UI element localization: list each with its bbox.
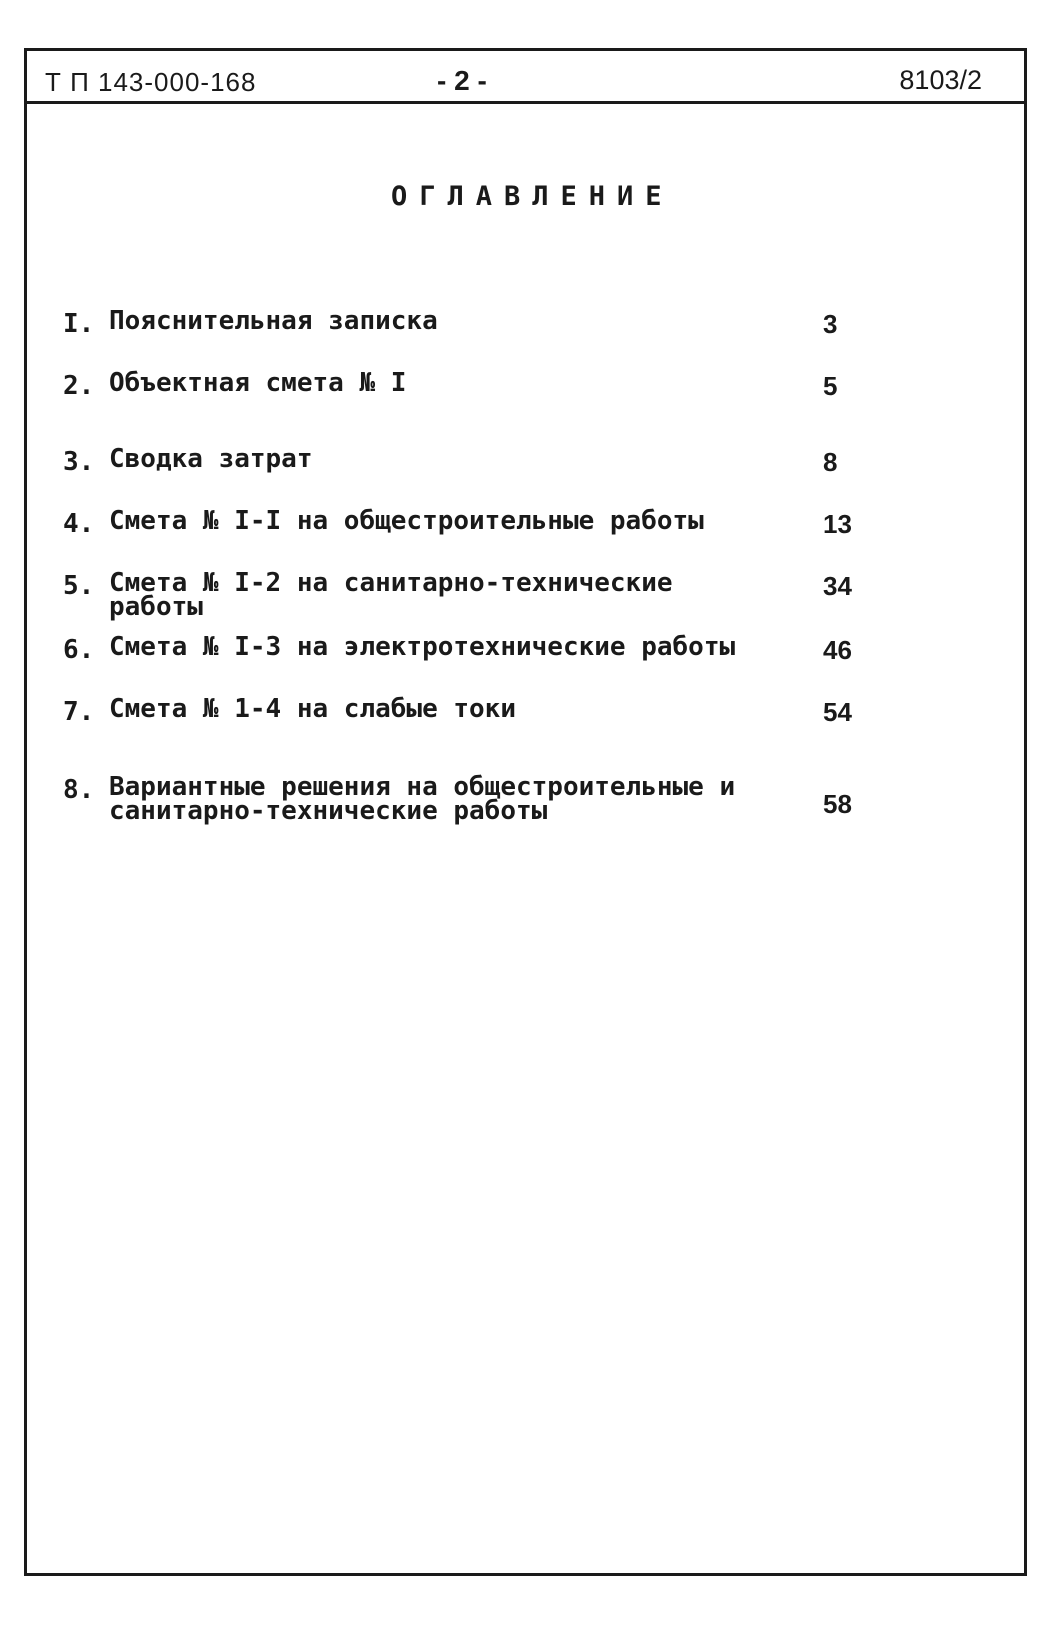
toc-item-title: Вариантные решения на общестроительные и санитарно-технические работы: [109, 772, 736, 826]
toc-item-page: 3: [823, 309, 838, 339]
page-title: ОГЛАВЛЕНИЕ: [391, 181, 674, 212]
toc-item-number: 8.: [63, 775, 95, 805]
toc-item-page: 58: [823, 789, 852, 819]
toc-item-number: I.: [63, 309, 95, 339]
document-sheet: [24, 48, 1027, 1576]
toc-item-page: 34: [823, 571, 852, 601]
toc-item-title: Сводка затрат: [109, 444, 313, 474]
toc-item-number: 4.: [63, 509, 95, 539]
toc-item-number: 3.: [63, 447, 95, 477]
toc-item-title: Смета № I-3 на электротехнические работы: [109, 632, 736, 662]
toc-item-title: Смета № 1-4 на слабые токи: [109, 694, 516, 724]
toc-item-title: Объектная смета № I: [109, 368, 407, 398]
page-number: - 2 -: [437, 65, 487, 96]
toc-item-number: 5.: [63, 571, 95, 601]
toc-item-page: 46: [823, 635, 852, 665]
toc-item-page: 8: [823, 447, 838, 477]
header-bar: [27, 51, 1024, 104]
document-code: Т П 143-000-168: [45, 67, 257, 97]
toc-item-number: 2.: [63, 371, 95, 401]
toc-item-title: Пояснительная записка: [109, 306, 438, 336]
toc-item-title: Смета № I-I на общестроительные работы: [109, 506, 704, 536]
toc-item-number: 6.: [63, 635, 95, 665]
toc-item-title: Смета № I-2 на санитарно-технические работы: [109, 568, 673, 622]
toc-item-number: 7.: [63, 697, 95, 727]
toc-item-page: 5: [823, 371, 838, 401]
toc-item-page: 54: [823, 697, 852, 727]
sheet-reference: 8103/2: [899, 65, 982, 95]
toc-item-page: 13: [823, 509, 852, 539]
